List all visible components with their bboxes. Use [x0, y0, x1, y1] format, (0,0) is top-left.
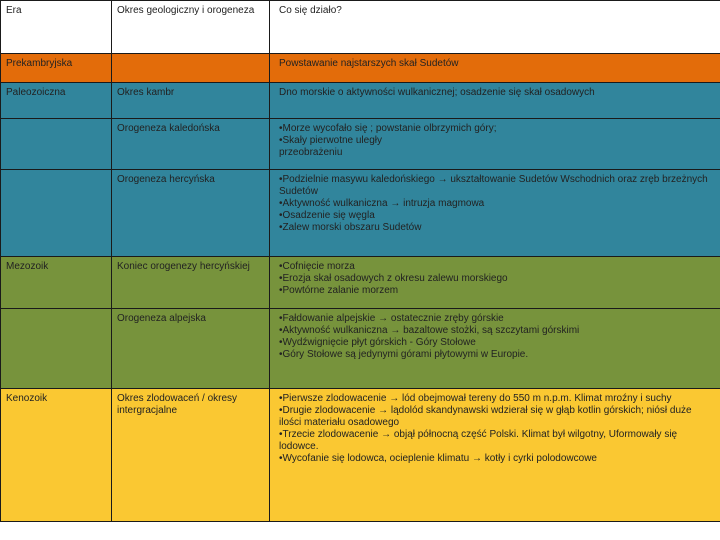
table-row — [1, 83, 720, 119]
event-line: Dno morskie o aktywności wulkanicznej; osadzenie się skał osadowych — [279, 87, 595, 98]
header-events: Co się działo? — [270, 1, 720, 54]
table-row — [1, 389, 720, 522]
event-line: •Wydźwignięcie płyt górskich - Góry Stołowe — [279, 337, 476, 348]
period-cell: Orogeneza alpejska — [112, 309, 270, 389]
table-row — [1, 54, 720, 83]
events-cell — [270, 119, 720, 170]
event-line: •Fałdowanie alpejskie → ostatecznie zręby górskie — [279, 313, 504, 324]
header-era: Era — [1, 1, 112, 54]
era-cell — [1, 170, 112, 257]
event-line: •Morze wycofało się ; powstanie olbrzymich góry; — [279, 123, 497, 134]
event-line: •Pierwsze zlodowacenie → lód obejmował tereny do 550 m n.p.m. Klimat mroźny i suchy — [279, 393, 672, 404]
period-cell: Orogeneza hercyńska — [112, 170, 270, 257]
event-line: •Aktywność wulkaniczna → bazaltowe stożki, są szczytami górskimi — [279, 325, 580, 336]
period-cell — [112, 54, 270, 83]
period-cell: Koniec orogenezy hercyńskiej — [112, 257, 270, 309]
event-line: •Podzielnie masywu kaledońskiego → ukształtowanie Sudetów Wschodnich oraz zręb brzeżnych Sudetów — [279, 174, 708, 197]
era-cell: Mezozoik — [1, 257, 112, 309]
era-cell: Prekambryjska — [1, 54, 112, 83]
header-period: Okres geologiczny i orogeneza — [112, 1, 270, 54]
event-line: •Zalew morski obszaru Sudetów — [279, 222, 422, 233]
event-line: •Cofnięcie morza — [279, 261, 355, 272]
period-cell: Okres zlodowaceń / okresy intergracjalne — [112, 389, 270, 522]
table-row — [1, 119, 720, 170]
events-cell — [270, 83, 720, 119]
events-cell — [270, 389, 720, 522]
event-line: •Wycofanie się lodowca, ocieplenie klimatu → kotły i cyrki polodowcowe — [279, 453, 597, 464]
period-cell: Orogeneza kaledońska — [112, 119, 270, 170]
era-cell — [1, 119, 112, 170]
event-line: •Skały pierwotne uległy — [279, 135, 382, 146]
table-row — [1, 309, 720, 389]
event-line: •Erozja skał osadowych z okresu zalewu morskiego — [279, 273, 508, 284]
event-line: •Trzecie zlodowacenie → objął północną część Polski. Klimat był wilgotny, Uformowały się lodowce. — [279, 429, 678, 452]
era-cell: Paleozoiczna — [1, 83, 112, 119]
event-line: •Osadzenie się węgla — [279, 210, 375, 221]
events-cell — [270, 309, 720, 389]
period-cell: Okres kambr — [112, 83, 270, 119]
event-line: •Powtórne zalanie morzem — [279, 285, 399, 296]
event-line: •Aktywność wulkaniczna → intruzja magmowa — [279, 198, 485, 209]
table-row — [1, 170, 720, 257]
table-row — [1, 257, 720, 309]
event-line: •Drugie zlodowacenie → lądolód skandynawski wdzierał się w głąb kotlin górskich; niósł duże ilości materiału osadowego — [279, 405, 692, 428]
events-cell — [270, 257, 720, 309]
event-line: Powstawanie najstarszych skał Sudetów — [279, 58, 459, 69]
era-cell: Kenozoik — [1, 389, 112, 522]
era-cell — [1, 309, 112, 389]
event-line: •Góry Stołowe są jedynymi górami płytowymi w Europie. — [279, 349, 529, 360]
header-row — [1, 1, 720, 54]
event-line: przeobrażeniu — [279, 147, 343, 158]
events-cell — [270, 170, 720, 257]
events-cell — [270, 54, 720, 83]
